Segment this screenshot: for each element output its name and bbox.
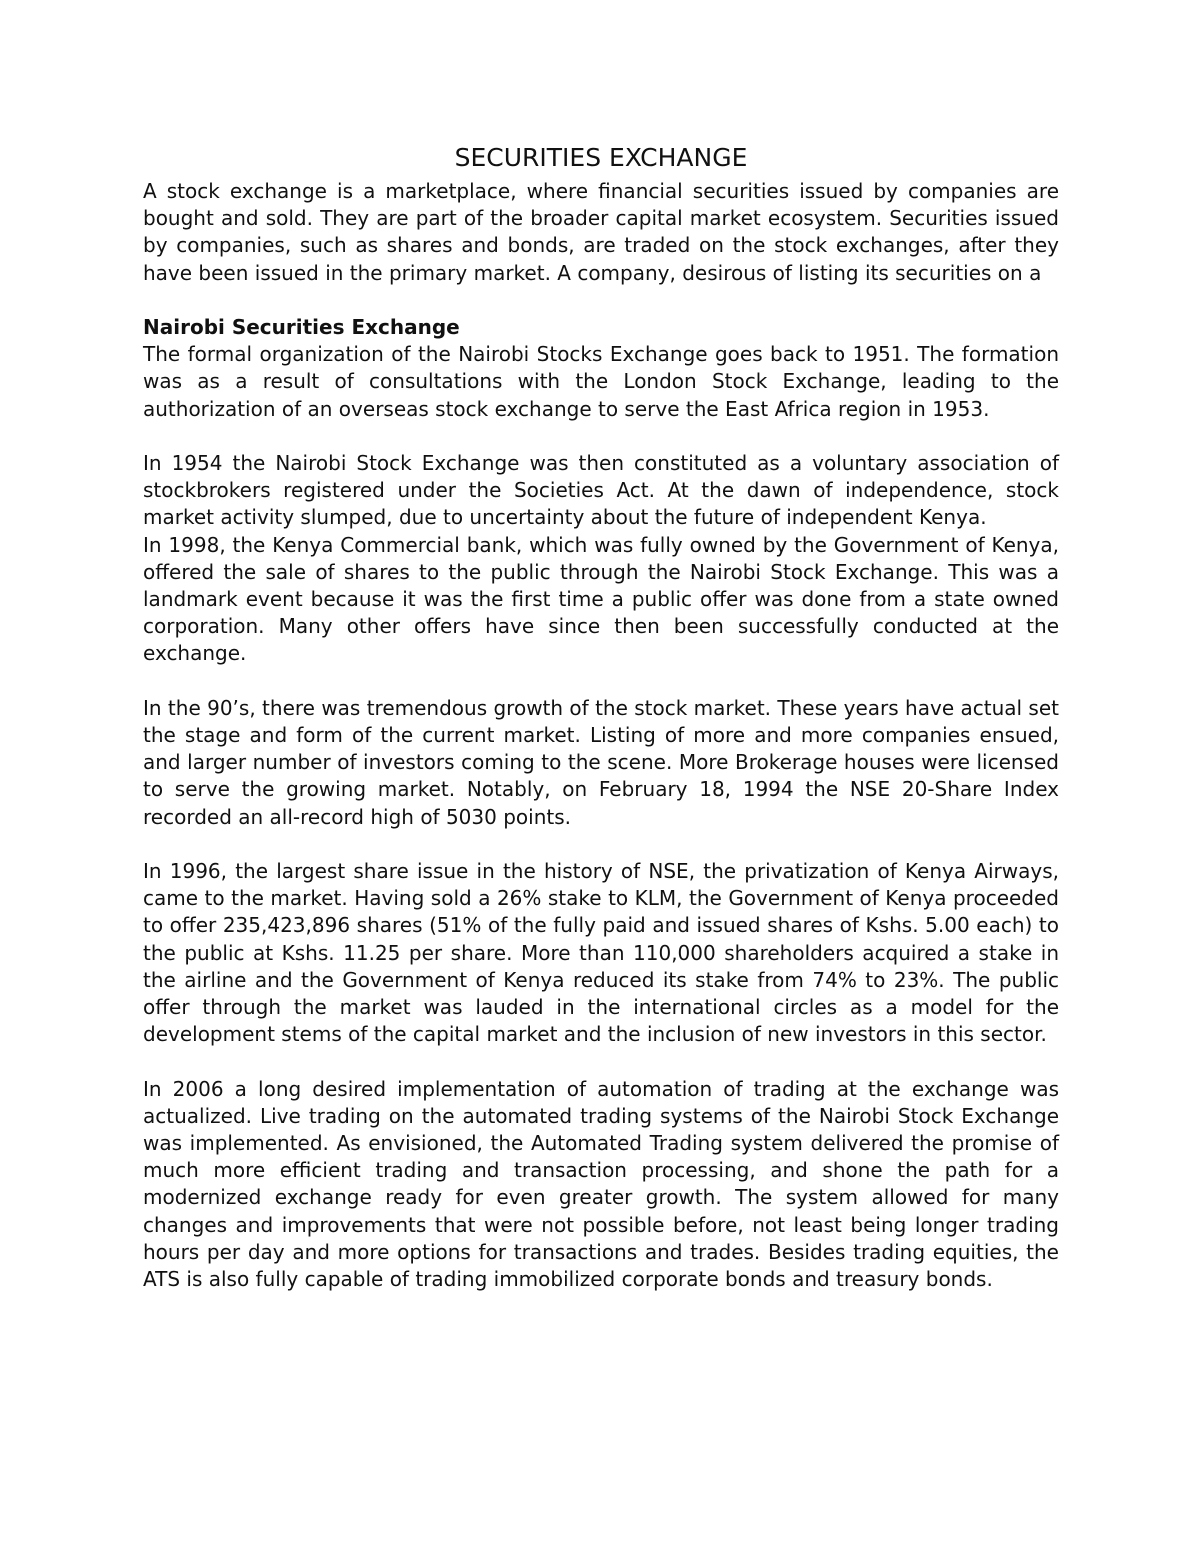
paragraph-formal-organization: The formal organization of the Nairobi Stocks Exchange goes back to 1951. The formation was as a result of consultations with the London Stock Exchange, leading to the authorization of an overseas stock exchange to serve the East Africa region in 1953.: [143, 342, 1059, 421]
document-title: SECURITIES EXCHANGE: [454, 143, 748, 172]
paragraph-1996: In 1996, the largest share issue in the history of NSE, the privatization of Kenya Airways, came to the market. Having sold a 26% stake to KLM, the Government of Kenya proceeded to offer 235,423,896 shares (51% of the fully paid and issued shares of Kshs. 5.00 each) to the public at Kshs. 11.25 per share. More than 110,000 shareholders acquired a stake in the airline and the Government of Kenya reduced its stake from 74% to 23%. The public offer through the market was lauded in the international circles as a model for the development stems of the capital market and the inclusion of new investors in this sector.: [143, 859, 1059, 1047]
spacer: [143, 1048, 1059, 1075]
spacer: [143, 287, 1059, 314]
document-page: [143, 140, 1059, 1293]
paragraph-1954: In 1954 the Nairobi Stock Exchange was then constituted as a voluntary association of stockbrokers registered under the Societies Act. At the dawn of independence, stock market activity slumped, due to uncertainty about the future of independent Kenya.: [143, 451, 1059, 530]
spacer: [143, 423, 1059, 450]
spacer: [143, 668, 1059, 695]
spacer: [143, 831, 1059, 858]
paragraph-90s: In the 90’s, there was tremendous growth of the stock market. These years have actual set the stage and form of the current market. Listing of more and more companies ensued, and larger number of investors coming to the scene. More Brokerage houses were licensed to serve the growing market. Notably, on February 18, 1994 the NSE 20-Share Index recorded an all-record high of 5030 points.: [143, 695, 1059, 829]
section-heading: Nairobi Securities Exchange: [143, 315, 460, 339]
paragraph-1998: In 1998, the Kenya Commercial bank, which was fully owned by the Government of Kenya, offered the sale of shares to the public through the Nairobi Stock Exchange. This was a landmark event because it was the first time a public offer was done from a state owned corporation. Many other offers have since then been successfully conducted at the exchange.: [143, 532, 1059, 666]
paragraph-2006: In 2006 a long desired implementation of automation of trading at the exchange was actualized. Live trading on the automated trading systems of the Nairobi Stock Exchange was implemented. As envisioned, the Automated Trading system delivered the promise of much more efficient trading and transaction processing, and shone the path for a modernized exchange ready for even greater growth. The system allowed for many changes and improvements that were not possible before, not least being longer trading hours per day and more options for transactions and trades. Besides trading equities, the ATS is also fully capable of trading immobilized corporate bonds and treasury bonds.: [143, 1076, 1059, 1292]
intro-paragraph: A stock exchange is a marketplace, where financial securities issued by companies are bought and sold. They are part of the broader capital market ecosystem. Securities issued by companies, such as shares and bonds, are traded on the stock exchanges, after they have been issued in the primary market. A company, desirous of listing its securities on a: [143, 179, 1059, 285]
